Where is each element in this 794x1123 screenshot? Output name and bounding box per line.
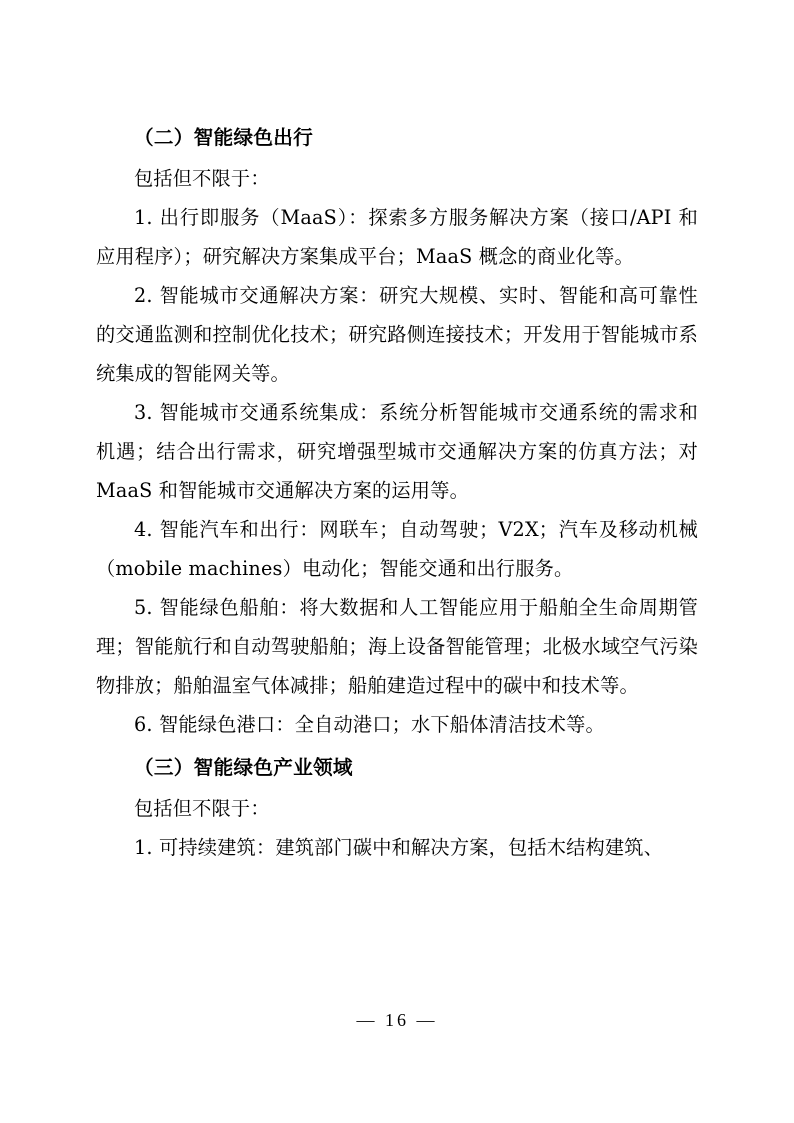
section-heading: （二）智能绿色出行 (134, 126, 314, 149)
list-item: 4. 智能汽车和出行：网联车；自动驾驶；V2X；汽车及移动机械（mobile machines）电动化；智能交通和出行服务。 (96, 518, 698, 580)
list-item: 1. 可持续建筑：建筑部门碳中和解决方案，包括木结构建筑、 (134, 836, 664, 859)
list-item: 6. 智能绿色港口：全自动港口；水下船体清洁技术等。 (134, 713, 605, 736)
section-heading: （三）智能绿色产业领域 (134, 756, 353, 779)
list-item: 2. 智能城市交通解决方案：研究大规模、实时、智能和高可靠性的交通监测和控制优化技术；研究路侧连接技术；开发用于智能城市系统集成的智能网关等。 (96, 284, 698, 385)
list-item: 3. 智能城市交通系统集成：系统分析智能城市交通系统的需求和机遇；结合出行需求，研究增强型城市交通解决方案的仿真方法；对 MaaS 和智能城市交通解决方案的运用等。 (96, 401, 698, 502)
section-intro: 包括但不限于： (134, 167, 270, 190)
section-smart-green-mobility (96, 118, 698, 744)
page-number: — 16 — (356, 1010, 438, 1030)
list-item: 5. 智能绿色船舶：将大数据和人工智能应用于船舶全生命周期管理；智能航行和自动驾驶船舶；海上设备智能管理；北极水域空气污染物排放；船舶温室气体减排；船舶建造过程中的碳中和技术等。 (96, 596, 698, 697)
list-item: 1. 出行即服务（MaaS）：探索多方服务解决方案（接口/API 和应用程序）；研究解决方案集成平台；MaaS 概念的商业化等。 (96, 206, 698, 268)
section-intro: 包括但不限于： (134, 797, 270, 820)
section-smart-green-industry (96, 748, 698, 867)
